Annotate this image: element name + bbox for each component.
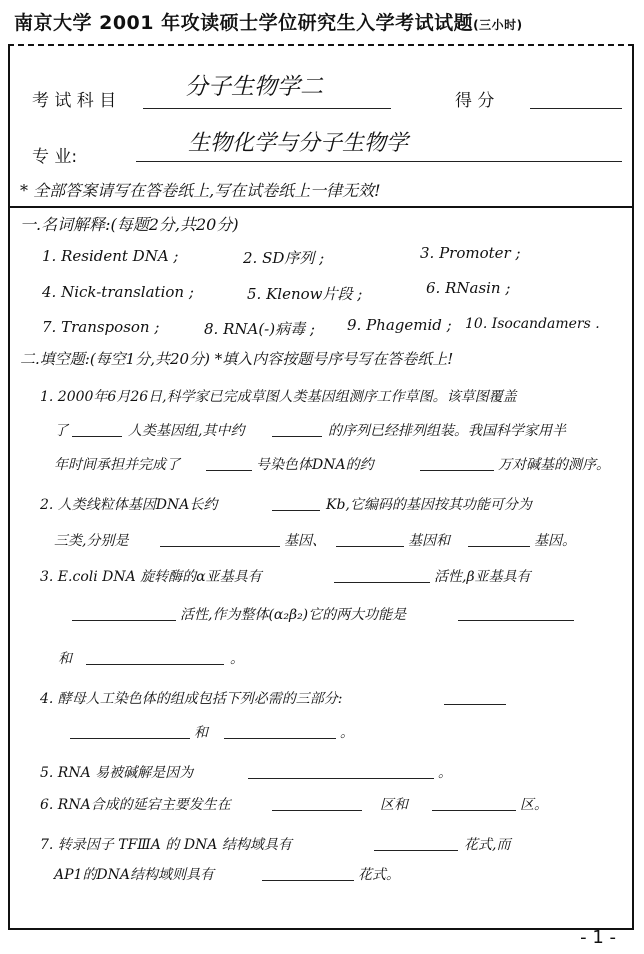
exam-header — [14, 8, 523, 35]
q6-text: 6. RNA合成的延宕主要发生在 — [40, 797, 231, 813]
q3-blank — [458, 620, 574, 621]
q7-text: 花式,而 — [464, 837, 511, 853]
q1-blank — [206, 470, 252, 471]
q1-blank — [420, 470, 494, 471]
q3-text: 。 — [230, 651, 244, 667]
q3-blank — [72, 620, 176, 621]
term-item: 8. RNA(-)病毒 ; — [204, 320, 315, 338]
page-number: - 1 - — [580, 927, 616, 948]
subject-value: 分子生物学二 — [185, 74, 323, 100]
q2-blank — [468, 546, 530, 547]
subject-underline — [143, 108, 391, 109]
q2-text: 基因和 — [408, 533, 450, 549]
exam-duration: (三小时) — [473, 18, 523, 32]
q4-blank — [224, 738, 336, 739]
q2-blank — [272, 510, 320, 511]
term-item: 1. Resident DNA ; — [42, 247, 179, 265]
q2-text: Kb,它编码的基因按其功能可分为 — [326, 497, 532, 513]
term-item: 3. Promoter ; — [420, 244, 521, 262]
q4-text: 。 — [340, 725, 354, 741]
notice-text: * 全部答案请写在答卷纸上,写在试卷纸上一律无效! — [20, 181, 381, 200]
major-underline — [136, 161, 622, 162]
section1-title: 一.名词解释:(每题2分,共20分) — [20, 215, 239, 234]
q5-text: 。 — [438, 765, 452, 781]
q4-blank — [70, 738, 190, 739]
q3-blank — [334, 582, 430, 583]
score-underline — [530, 108, 622, 109]
exam-title: 南京大学 2001 年攻读硕士学位研究生入学考试试题 — [14, 12, 474, 34]
q5-blank — [248, 778, 434, 779]
q1-blank — [272, 436, 322, 437]
q2-blank — [160, 546, 280, 547]
q6-blank — [432, 810, 516, 811]
q4-text: 4. 酵母人工染色体的组成包括下列必需的三部分: — [40, 691, 343, 707]
major-label: 专 业: — [32, 147, 78, 167]
q7-text: 7. 转录因子 TFⅢA 的 DNA 结构域具有 — [40, 837, 292, 853]
q2-blank — [336, 546, 404, 547]
section2-title: 二.填空题:(每空1分,共20分) *填入内容按题号序号写在答卷纸上! — [20, 350, 454, 368]
q3-text: 活性,β亚基具有 — [434, 569, 531, 585]
q3-text: 3. E.coli DNA 旋转酶的α亚基具有 — [40, 569, 262, 585]
q6-text: 区和 — [380, 797, 408, 813]
q5-text: 5. RNA 易被碱解是因为 — [40, 765, 194, 781]
q2-text: 三类,分别是 — [54, 533, 129, 549]
q4-blank — [444, 704, 506, 705]
q3-text: 活性,作为整体(α₂β₂)它的两大功能是 — [180, 607, 407, 623]
q1-text: 的序列已经排列组装。我国科学家用半 — [328, 423, 566, 439]
q2-text: 基因。 — [534, 533, 576, 549]
score-label: 得 分 — [455, 91, 495, 111]
q1-text: 年时间承担并完成了 — [54, 457, 180, 473]
q4-text: 和 — [194, 725, 208, 741]
term-item: 10. Isocandamers . — [465, 316, 600, 332]
subject-label: 考 试 科 目 — [32, 91, 117, 111]
term-item: 4. Nick-translation ; — [42, 283, 194, 301]
q7-text: 花式。 — [358, 867, 400, 883]
section-divider — [10, 206, 632, 208]
q1-line1: 1. 2000年6月26日,科学家已完成草图人类基因组测序工作草图。该草图覆盖 — [40, 389, 517, 405]
q7-blank — [374, 850, 458, 851]
major-value: 生物化学与分子生物学 — [188, 131, 409, 156]
q1-text: 号染色体DNA的约 — [256, 457, 374, 473]
q6-blank — [272, 810, 362, 811]
term-item: 7. Transposon ; — [42, 318, 160, 336]
term-item: 9. Phagemid ; — [347, 316, 452, 334]
q7-blank — [262, 880, 354, 881]
term-item: 5. Klenow片段 ; — [247, 285, 363, 303]
q3-blank — [86, 664, 224, 665]
q1-text: 万对碱基的测序。 — [498, 457, 610, 473]
q6-text: 区。 — [520, 797, 548, 813]
term-item: 6. RNasin ; — [426, 279, 511, 297]
q1-text: 了 — [54, 423, 68, 439]
q2-text: 2. 人类线粒体基因DNA长约 — [40, 497, 218, 513]
q1-blank — [72, 436, 122, 437]
q2-text: 基因、 — [284, 533, 326, 549]
term-item: 2. SD序列 ; — [243, 249, 325, 267]
exam-sheet — [8, 44, 634, 930]
q3-text: 和 — [58, 651, 72, 667]
q7-text: AP1的DNA结构域则具有 — [54, 867, 215, 883]
q1-text: 人类基因组,其中约 — [128, 423, 245, 439]
